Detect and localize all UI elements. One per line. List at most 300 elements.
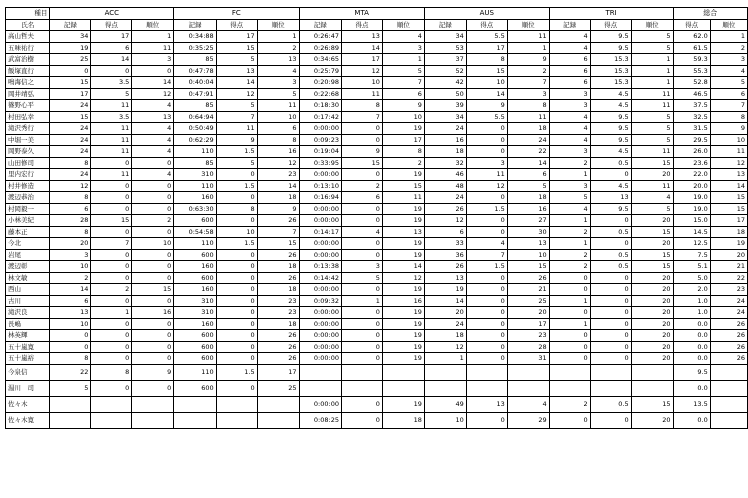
mta-record-cell: 0:00:00 [299,203,341,215]
acc-rank-cell: 0 [132,226,174,238]
acc-record-cell: 25 [50,54,91,66]
acc-record-cell: 10 [50,318,91,330]
mta-rank-cell [382,380,424,396]
tri-record-cell: 0 [549,284,590,296]
acc-record-cell: 12 [50,180,91,192]
acc-record-cell: 3 [50,249,91,261]
total-points-cell: 26.0 [673,146,710,158]
tri-rank-cell: 15 [631,261,673,273]
fc-points-cell: 9 [216,134,257,146]
aus-rank-cell: 13 [507,238,549,250]
acc-record-cell: 0 [50,65,91,77]
mta-record-cell: 0:18:30 [299,100,341,112]
mta-rank-cell: 18 [382,412,424,428]
mta-record-cell: 0:00:00 [299,353,341,365]
aus-rank-cell: 15 [507,261,549,273]
athlete-name: 佐々木 [6,396,50,412]
tri-points-cell: 0 [590,295,631,307]
athlete-name: 五十嵐裕 [6,353,50,365]
fc-rank-cell: 25 [257,380,299,396]
fc-points-cell: 0 [216,380,257,396]
aus-record-cell: 33 [424,238,466,250]
mta-points-cell: 5 [341,272,382,284]
mta-rank-cell: 15 [382,180,424,192]
tri-record-cell: 4 [549,31,590,43]
mta-points-cell: 0 [341,249,382,261]
mta-points-cell: 0 [341,353,382,365]
mta-record-cell: 0:34:65 [299,54,341,66]
acc-points-cell: 0 [91,341,132,353]
tri-rank-cell [631,380,673,396]
fc-record-cell: 110 [174,364,216,380]
tri-record-cell: 3 [549,100,590,112]
mta-points-cell: 6 [341,192,382,204]
tri-record-cell: 2 [549,249,590,261]
total-points-cell: 15.0 [673,215,710,227]
mta-rank-cell: 8 [382,146,424,158]
acc-record-cell: 13 [50,307,91,319]
aus-record-header: 記録 [424,19,466,31]
fc-rank-cell: 26 [257,215,299,227]
group-mta: MTA [299,8,424,20]
acc-record-cell: 24 [50,123,91,135]
total-rank-cell: 1 [710,31,747,43]
acc-rank-cell: 1 [132,31,174,43]
total-rank-cell: 9 [710,123,747,135]
aus-record-cell: 18 [424,146,466,158]
acc-record-cell: 24 [50,146,91,158]
aus-rank-cell: 29 [507,412,549,428]
aus-rank-cell: 30 [507,226,549,238]
group-fc: FC [174,8,299,20]
total-rank-cell: 10 [710,134,747,146]
aus-points-cell: 9 [466,100,507,112]
total-points-cell: 0.0 [673,330,710,342]
aus-points-cell [466,364,507,380]
acc-rank-cell: 0 [132,330,174,342]
acc-rank-cell: 0 [132,249,174,261]
athlete-name: 中堀一美 [6,134,50,146]
aus-points-cell: 10 [466,77,507,89]
fc-points-cell: 15 [216,42,257,54]
fc-record-cell: 0:40:04 [174,77,216,89]
fc-record-cell: 0:34:88 [174,31,216,43]
aus-record-cell: 24 [424,123,466,135]
acc-points-cell: 15 [91,215,132,227]
acc-record-cell: 14 [50,284,91,296]
fc-points-cell: 1.5 [216,364,257,380]
mta-record-cell: 0:00:00 [299,330,341,342]
total-rank-cell: 2 [710,42,747,54]
total-rank-cell: 26 [710,353,747,365]
fc-record-cell: 600 [174,353,216,365]
acc-record-cell: 0 [50,341,91,353]
athlete-name: 滝沢良 [6,307,50,319]
fc-record-cell: 310 [174,307,216,319]
acc-record-cell: 24 [50,169,91,181]
mta-points-cell: 2 [341,180,382,192]
athlete-name: 五味祐行 [6,42,50,54]
mta-points-cell: 0 [341,123,382,135]
acc-rank-cell: 10 [132,238,174,250]
fc-record-cell: 85 [174,100,216,112]
table-row [6,77,748,89]
tri-record-cell: 0 [549,341,590,353]
tri-record-cell: 6 [549,77,590,89]
mta-points-cell: 11 [341,88,382,100]
fc-rank-cell: 2 [257,42,299,54]
name-header: 氏名 [6,19,50,31]
acc-record-cell: 15 [50,111,91,123]
tri-record-cell: 1 [549,295,590,307]
mta-rank-cell: 3 [382,42,424,54]
fc-points-cell [216,396,257,412]
acc-points-cell: 0 [91,157,132,169]
tri-rank-cell: 15 [631,226,673,238]
acc-points-cell: 0 [91,330,132,342]
fc-record-cell: 600 [174,380,216,396]
total-points-cell: 7.5 [673,249,710,261]
aus-points-cell: 0 [466,272,507,284]
acc-points-cell: 14 [91,54,132,66]
acc-record-cell: 8 [50,353,91,365]
tri-rank-cell: 5 [631,111,673,123]
athlete-name: 西山 [6,284,50,296]
fc-rank-cell: 26 [257,272,299,284]
acc-rank-cell: 4 [132,169,174,181]
tri-record-cell: 4 [549,123,590,135]
aus-record-cell: 46 [424,169,466,181]
fc-record-cell: 85 [174,54,216,66]
mta-record-cell: 0:20:98 [299,77,341,89]
aus-record-cell: 12 [424,341,466,353]
aus-points-cell: 0 [466,284,507,296]
tri-points-cell: 0 [590,307,631,319]
fc-points-cell: 5 [216,100,257,112]
fc-rank-cell: 23 [257,307,299,319]
aus-points-cell: 4 [466,238,507,250]
tri-record-cell: 4 [549,42,590,54]
acc-rank-cell: 2 [132,215,174,227]
fc-points-cell: 7 [216,111,257,123]
acc-rank-cell: 0 [132,180,174,192]
mta-rank-cell: 2 [382,157,424,169]
acc-record-cell: 22 [50,364,91,380]
total-points-cell: 0.0 [673,380,710,396]
mta-record-cell: 0:14:42 [299,272,341,284]
acc-rank-cell: 14 [132,77,174,89]
mta-rank-cell: 7 [382,77,424,89]
total-points-cell: 5.1 [673,261,710,273]
mta-rank-cell: 13 [382,226,424,238]
athlete-name: 渡辺恭治 [6,192,50,204]
tri-record-cell: 4 [549,111,590,123]
aus-record-cell [424,364,466,380]
fc-rank-cell [257,412,299,428]
acc-record-cell: 8 [50,192,91,204]
fc-points-cell: 12 [216,88,257,100]
mta-record-cell: 0:00:00 [299,307,341,319]
total-rank-cell: 18 [710,226,747,238]
tri-record-header: 記録 [549,19,590,31]
aus-record-cell: 16 [424,134,466,146]
tri-points-cell: 0 [590,169,631,181]
aus-record-cell: 20 [424,307,466,319]
results-table [5,7,748,429]
athlete-name: 村井修造 [6,180,50,192]
total-rank-cell: 8 [710,111,747,123]
total-rank-cell: 15 [710,203,747,215]
aus-record-cell: 14 [424,295,466,307]
fc-rank-header: 順位 [257,19,299,31]
total-points-cell: 55.3 [673,65,710,77]
acc-record-cell: 8 [50,157,91,169]
fc-points-header: 得点 [216,19,257,31]
aus-points-cell: 5.5 [466,111,507,123]
total-rank-cell: 12 [710,157,747,169]
total-rank-cell [710,380,747,396]
acc-record-cell: 19 [50,42,91,54]
table-row [6,169,748,181]
tri-record-cell: 6 [549,54,590,66]
aus-record-cell: 34 [424,111,466,123]
athlete-name: 武富治樹 [6,54,50,66]
fc-points-cell: 0 [216,215,257,227]
table-row [6,54,748,66]
acc-record-cell: 8 [50,226,91,238]
aus-points-cell: 17 [466,42,507,54]
table-row [6,238,748,250]
aus-points-cell: 0 [466,412,507,428]
fc-points-cell: 1.5 [216,146,257,158]
acc-points-cell: 5 [91,88,132,100]
fc-points-cell: 14 [216,77,257,89]
tri-points-cell: 0 [590,341,631,353]
mta-record-cell: 0:09:32 [299,295,341,307]
mta-points-cell: 9 [341,146,382,158]
tri-points-cell: 9.5 [590,42,631,54]
acc-points-cell: 11 [91,146,132,158]
acc-rank-cell: 0 [132,65,174,77]
fc-record-cell: 160 [174,261,216,273]
fc-points-cell: 0 [216,341,257,353]
total-points-header: 得点 [673,19,710,31]
total-points-cell: 9.5 [673,364,710,380]
fc-points-cell: 0 [216,249,257,261]
acc-record-cell: 15 [50,77,91,89]
total-points-cell: 23.6 [673,157,710,169]
aus-points-cell: 14 [466,88,507,100]
tri-points-cell: 4.5 [590,100,631,112]
total-points-cell: 32.5 [673,111,710,123]
tri-rank-cell: 1 [631,65,673,77]
fc-rank-cell: 18 [257,284,299,296]
aus-points-cell: 0 [466,353,507,365]
tri-rank-cell: 1 [631,54,673,66]
fc-points-cell [216,412,257,428]
acc-points-header: 得点 [91,19,132,31]
acc-rank-cell: 0 [132,380,174,396]
acc-points-cell: 0 [91,318,132,330]
tri-points-cell: 4.5 [590,146,631,158]
tri-points-cell [590,380,631,396]
aus-rank-cell: 14 [507,157,549,169]
tri-record-cell: 2 [549,261,590,273]
tri-points-cell: 9.5 [590,31,631,43]
fc-record-cell: 310 [174,169,216,181]
tri-record-cell: 3 [549,88,590,100]
acc-rank-cell: 0 [132,203,174,215]
table-row [6,134,748,146]
aus-record-cell: 39 [424,100,466,112]
aus-rank-cell: 4 [507,396,549,412]
fc-points-cell: 0 [216,295,257,307]
tri-rank-cell: 5 [631,31,673,43]
table-row [6,295,748,307]
acc-rank-cell [132,412,174,428]
mta-points-cell: 0 [341,318,382,330]
mta-record-cell: 0:25:79 [299,65,341,77]
total-points-cell: 0.0 [673,412,710,428]
tri-rank-cell: 5 [631,42,673,54]
acc-points-cell: 11 [91,123,132,135]
acc-points-cell: 6 [91,42,132,54]
tri-rank-cell: 20 [631,353,673,365]
table-row [6,226,748,238]
mta-record-cell: 0:13:10 [299,180,341,192]
tri-record-cell: 2 [549,157,590,169]
mta-rank-cell: 19 [382,215,424,227]
mta-rank-cell: 5 [382,65,424,77]
fc-record-cell: 0:62:29 [174,134,216,146]
group-tri: TRI [549,8,673,20]
aus-points-cell: 0 [466,330,507,342]
tri-rank-cell: 11 [631,146,673,158]
acc-rank-cell: 0 [132,157,174,169]
aus-rank-cell: 11 [507,31,549,43]
mta-rank-cell: 12 [382,272,424,284]
total-points-cell: 46.5 [673,88,710,100]
mta-record-cell: 0:16:94 [299,192,341,204]
aus-points-cell: 0 [466,295,507,307]
tri-points-cell: 15.3 [590,54,631,66]
acc-points-cell: 11 [91,134,132,146]
acc-points-cell: 2 [91,284,132,296]
total-rank-header: 順位 [710,19,747,31]
tri-points-cell: 0 [590,272,631,284]
tri-points-cell: 0.5 [590,226,631,238]
tri-points-cell: 13 [590,192,631,204]
acc-rank-cell: 11 [132,42,174,54]
fc-rank-cell: 26 [257,249,299,261]
aus-points-cell: 0 [466,134,507,146]
tri-record-cell: 1 [549,318,590,330]
acc-points-cell: 0 [91,192,132,204]
tri-rank-cell: 5 [631,203,673,215]
tri-record-cell: 6 [549,65,590,77]
mta-points-cell: 0 [341,412,382,428]
mta-rank-cell: 16 [382,295,424,307]
mta-points-cell: 0 [341,284,382,296]
mta-record-cell: 0:26:47 [299,31,341,43]
mta-record-cell: 0:00:00 [299,215,341,227]
athlete-name: 飯塚直行 [6,65,50,77]
tri-rank-cell: 4 [631,192,673,204]
athlete-name: 五十嵐寛 [6,341,50,353]
total-points-cell: 59.3 [673,54,710,66]
table-row [6,203,748,215]
tri-points-cell: 9.5 [590,203,631,215]
total-points-cell: 31.5 [673,123,710,135]
acc-points-cell: 0 [91,261,132,273]
aus-points-cell: 3 [466,157,507,169]
acc-record-cell: 20 [50,238,91,250]
aus-rank-cell: 21 [507,284,549,296]
mta-rank-cell: 19 [382,341,424,353]
aus-rank-cell: 10 [507,249,549,261]
tri-record-cell: 0 [549,307,590,319]
acc-rank-cell: 4 [132,100,174,112]
fc-rank-cell: 17 [257,364,299,380]
fc-rank-cell: 4 [257,65,299,77]
mta-record-cell: 0:00:00 [299,169,341,181]
tri-record-cell: 3 [549,180,590,192]
total-points-cell: 29.5 [673,134,710,146]
total-points-cell: 62.0 [673,31,710,43]
mta-points-cell: 0 [341,169,382,181]
group-header-row [6,8,748,20]
table-row [6,31,748,43]
total-points-cell: 2.0 [673,284,710,296]
mta-record-cell: 0:09:23 [299,134,341,146]
mta-points-cell: 14 [341,42,382,54]
fc-rank-cell: 7 [257,226,299,238]
athlete-name: 篠野心平 [6,100,50,112]
tri-rank-cell: 11 [631,180,673,192]
aus-rank-cell: 8 [507,100,549,112]
aus-rank-cell: 6 [507,169,549,181]
fc-points-cell: 0 [216,284,257,296]
total-rank-cell [710,396,747,412]
aus-record-cell: 24 [424,318,466,330]
mta-points-cell: 0 [341,341,382,353]
acc-rank-cell: 3 [132,54,174,66]
table-row [6,396,748,412]
fc-rank-cell: 26 [257,330,299,342]
acc-record-cell: 5 [50,380,91,396]
athlete-name: 村岡毅一 [6,203,50,215]
total-points-cell: 19.0 [673,192,710,204]
fc-record-cell: 0:47:78 [174,65,216,77]
mta-rank-cell: 19 [382,396,424,412]
table-row [6,65,748,77]
fc-record-cell: 0:47:91 [174,88,216,100]
aus-rank-cell: 11 [507,111,549,123]
tri-rank-cell: 5 [631,123,673,135]
aus-rank-cell: 18 [507,123,549,135]
acc-rank-cell [132,396,174,412]
aus-rank-cell: 1 [507,42,549,54]
fc-rank-cell: 15 [257,238,299,250]
aus-record-cell: 12 [424,215,466,227]
mta-record-cell: 0:14:17 [299,226,341,238]
athlete-name: 林英輝 [6,330,50,342]
tri-points-cell: 15.3 [590,77,631,89]
tri-points-cell: 15.3 [590,65,631,77]
total-rank-cell: 14 [710,180,747,192]
aus-rank-cell: 20 [507,307,549,319]
acc-points-cell: 0 [91,180,132,192]
